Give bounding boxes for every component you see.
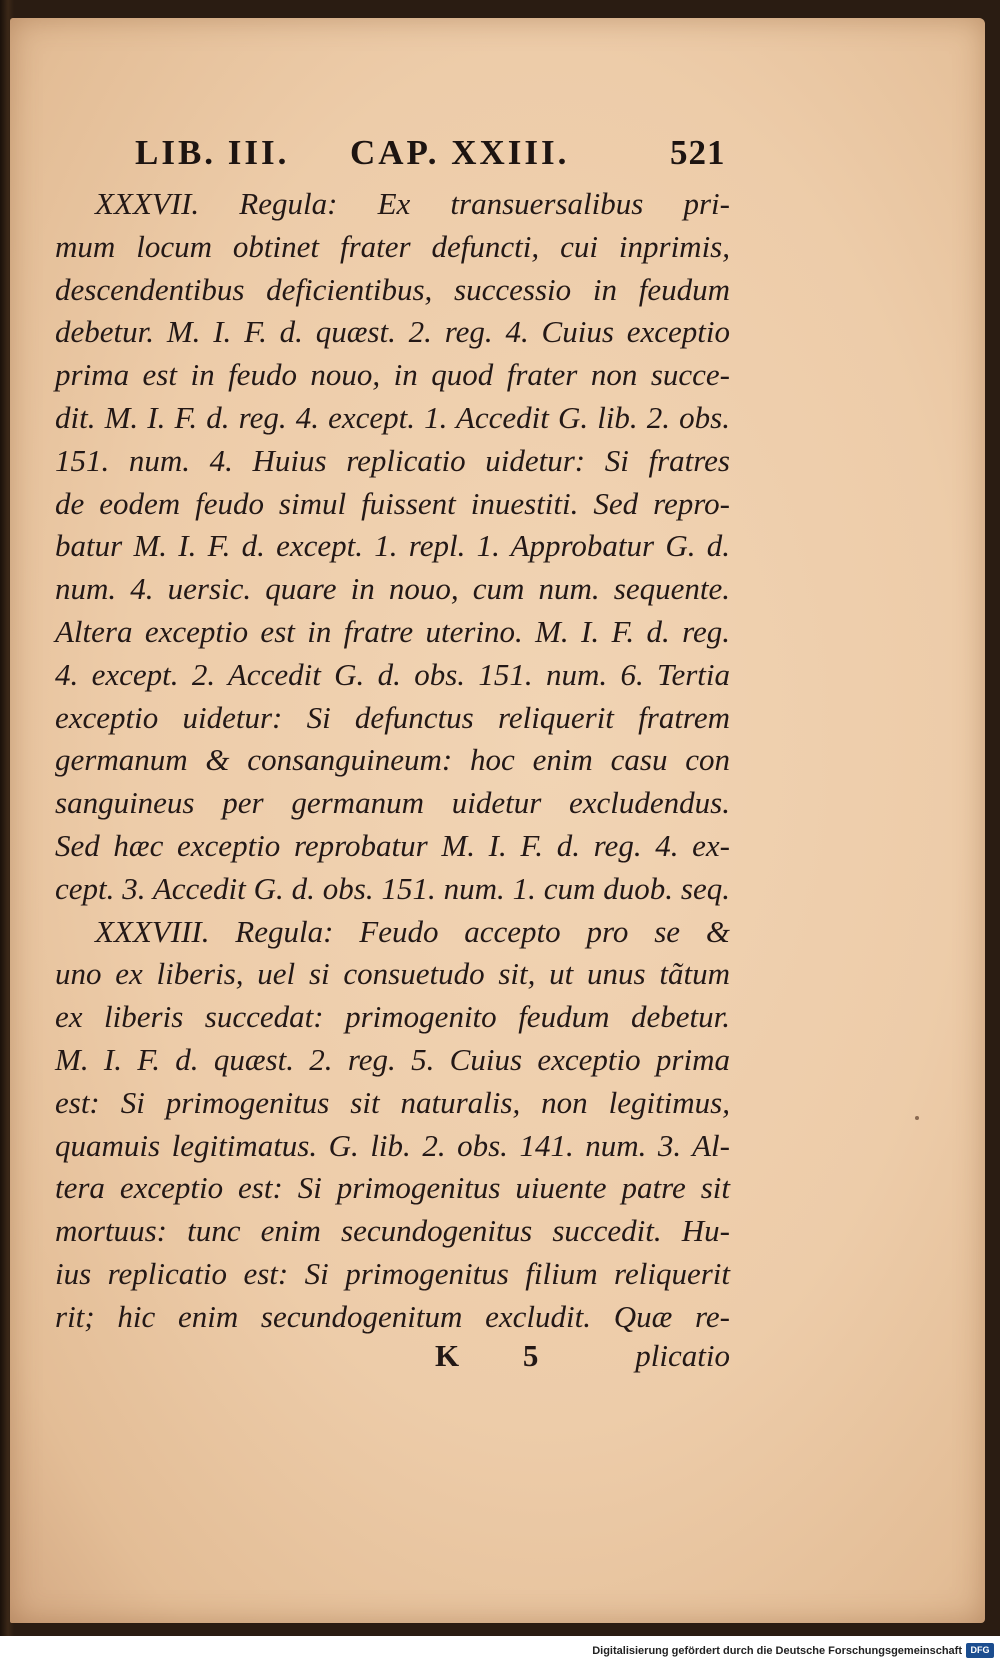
text-line: mortuus: tunc enim secundogenitus succedit. Hu-: [55, 1213, 730, 1249]
text-line: debetur. M. I. F. d. quæst. 2. reg. 4. Cuius exceptio: [55, 314, 730, 350]
text-line: XXXVII. Regula: Ex transuersalibus pri-: [95, 186, 730, 221]
text-line: M. I. F. d. quæst. 2. reg. 5. Cuius exceptio prima: [55, 1041, 730, 1077]
text-line: uno ex liberis, uel si consuetudo sit, ut unus tãtum: [55, 956, 730, 992]
text-line: cept. 3. Accedit G. d. obs. 151. num. 1. cum duob. seq.: [55, 870, 730, 906]
text-line: de eodem feudo simul fuissent inuestiti. Sed repro-: [55, 485, 730, 521]
footer-bar: [0, 1636, 1000, 1666]
text-line: Sed hæc exceptio reprobatur M. I. F. d. reg. 4. ex-: [55, 827, 730, 863]
dfg-logo-icon: DFG: [966, 1643, 994, 1658]
body-text: [55, 183, 730, 1339]
text-line: 4. except. 2. Accedit G. d. obs. 151. num. 6. Tertia: [55, 656, 730, 692]
text-line: quamuis legitimatus. G. lib. 2. obs. 141. num. 3. Al-: [55, 1127, 730, 1163]
text-line: num. 4. uersic. quare in nouo, cum num. sequente.: [55, 571, 730, 607]
text-line: batur M. I. F. d. except. 1. repl. 1. Approbatur G. d.: [55, 528, 730, 564]
text-line: descendentibus deficientibus, successio in feudum: [55, 271, 730, 307]
text-line: tera exceptio est: Si primogenitus uiuente patre sit: [55, 1170, 730, 1206]
text-line: germanum & consanguineum: hoc enim casu con: [55, 742, 730, 778]
signature-mark: K 5: [435, 1338, 567, 1373]
text-line: XXXVIII. Regula: Feudo accepto pro se &: [95, 913, 730, 949]
catchword: plicatio: [635, 1338, 730, 1373]
text-line: ex liberis succedat: primogenito feudum debetur.: [55, 999, 730, 1035]
running-head-book: LIB. III.: [135, 133, 290, 172]
text-line: est: Si primogenitus sit naturalis, non legitimus,: [55, 1084, 730, 1120]
footer-credit: Digitalisierung gefördert durch die Deutsche Forschungsgemeinschaft: [592, 1645, 962, 1657]
signature-row: [55, 1338, 730, 1382]
paper-speck: [915, 1116, 919, 1120]
text-line: rit; hic enim secundogenitum excludit. Quæ re-: [55, 1298, 730, 1334]
text-line: prima est in feudo nouo, in quod frater non succe-: [55, 357, 730, 393]
text-line: dit. M. I. F. d. reg. 4. except. 1. Accedit G. lib. 2. obs.: [55, 399, 730, 435]
page-number: 521: [670, 133, 726, 172]
text-line: ius replicatio est: Si primogenitus filium reliquerit: [55, 1255, 730, 1291]
running-head-chapter: CAP. XXIII.: [350, 133, 570, 172]
text-line: mum locum obtinet frater defuncti, cui inprimis,: [55, 228, 730, 264]
running-head: [135, 133, 735, 173]
text-line: exceptio uidetur: Si defunctus reliquerit fratrem: [55, 699, 730, 735]
text-line: sanguineus per germanum uidetur excludendus.: [55, 785, 730, 821]
text-line: 151. num. 4. Huius replicatio uidetur: Si fratres: [55, 442, 730, 478]
text-line: Altera exceptio est in fratre uterino. M. I. F. d. reg.: [55, 613, 730, 649]
